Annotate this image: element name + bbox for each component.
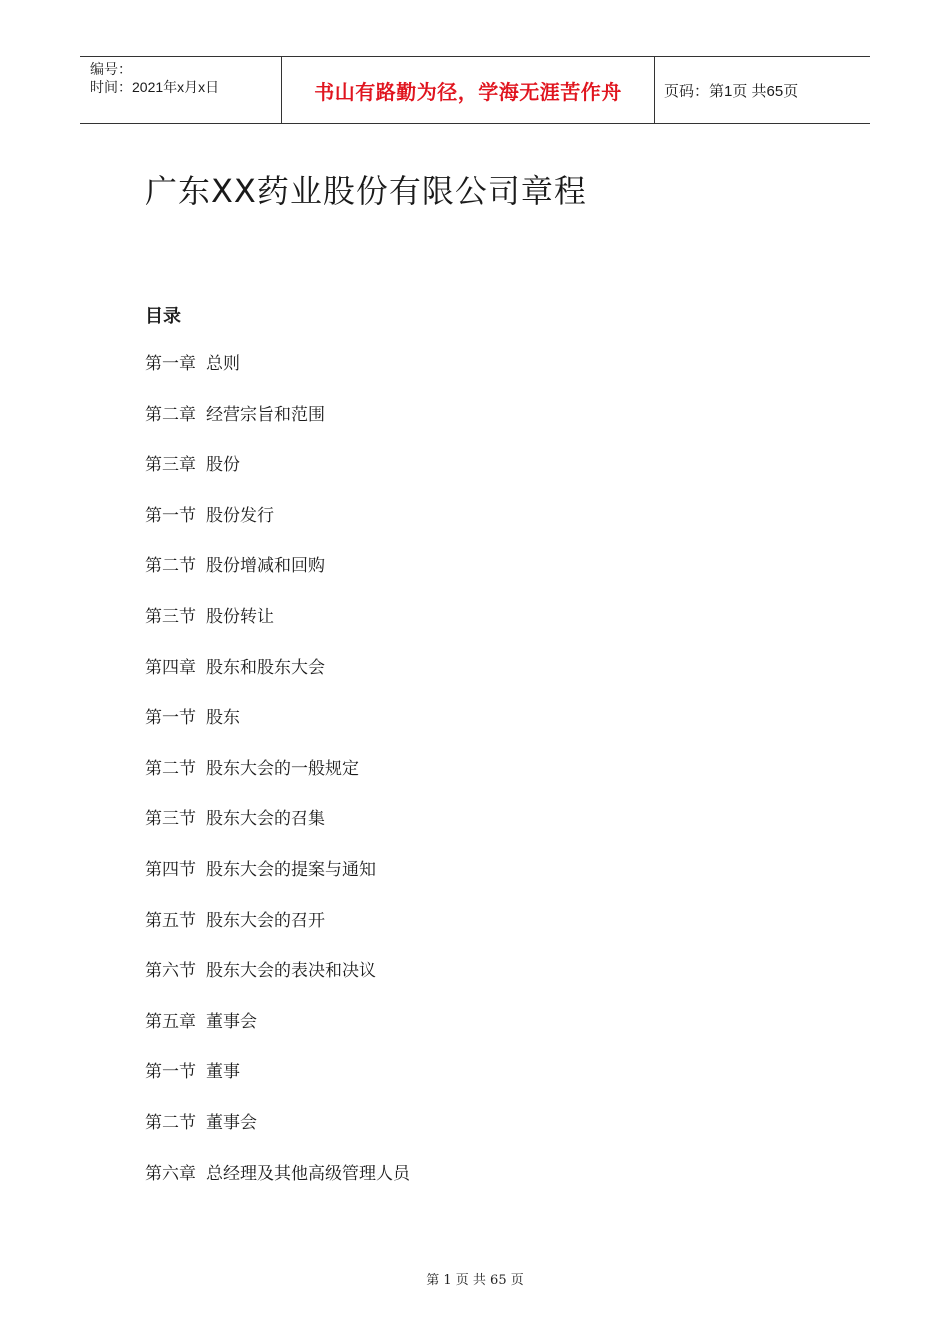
toc-item-number: 第四章 (145, 657, 196, 678)
toc-item[interactable] (145, 502, 410, 553)
document-date: 时间：2021年x月x日 (90, 79, 220, 95)
toc-item[interactable] (145, 350, 410, 401)
toc-item-number: 第二章 (145, 404, 196, 425)
document-code-label: 编号： (90, 61, 132, 77)
toc-item[interactable] (145, 856, 410, 907)
header-meta (80, 57, 281, 123)
toc-item[interactable] (145, 957, 410, 1008)
toc-item[interactable] (145, 603, 410, 654)
header-motto: 书山有路勤为径，学海无涯苦作舟 (281, 57, 655, 123)
toc-item-title: 股东大会的表决和决议 (206, 961, 376, 982)
toc-item-number: 第一章 (145, 354, 196, 374)
toc-item[interactable] (145, 401, 410, 452)
toc-item-title: 股份转让 (206, 606, 274, 627)
toc-item-number: 第四节 (145, 859, 196, 880)
toc-item-number: 第二节 (145, 556, 196, 577)
toc-item-number: 第六节 (145, 961, 196, 982)
toc-heading: 目录 (145, 306, 181, 327)
toc-item-title: 股东大会的提案与通知 (206, 859, 376, 880)
toc-item-title: 总则 (206, 354, 240, 374)
toc-item-title: 董事会 (206, 1112, 257, 1133)
toc-item[interactable] (145, 451, 410, 502)
toc-item-number: 第五章 (145, 1011, 196, 1032)
toc-item-title: 股份增减和回购 (206, 556, 325, 577)
page-footer: 第 1 页 共 65 页 (426, 1273, 524, 1288)
toc-item[interactable] (145, 1008, 410, 1059)
toc-item-number: 第一节 (145, 1062, 196, 1083)
toc-item-number: 第六章 (145, 1163, 196, 1184)
toc-item-number: 第三节 (145, 809, 196, 830)
toc-item-number: 第二节 (145, 758, 196, 779)
toc-item-title: 经营宗旨和范围 (206, 404, 325, 425)
toc-item-title: 股东和股东大会 (206, 657, 325, 678)
page-header (80, 56, 870, 124)
toc-item[interactable] (145, 755, 410, 806)
toc-item[interactable] (145, 1109, 410, 1160)
toc-item[interactable] (145, 1160, 410, 1211)
toc-item-number: 第二节 (145, 1112, 196, 1133)
toc-item[interactable] (145, 1058, 410, 1109)
toc-item-number: 第五节 (145, 910, 196, 931)
toc-item-title: 股份 (206, 455, 240, 476)
toc-item[interactable] (145, 805, 410, 856)
toc-item[interactable] (145, 704, 410, 755)
table-of-contents (145, 350, 410, 1210)
document-title: 广东XX药业股份有限公司章程 (145, 172, 587, 210)
toc-item-title: 股东大会的一般规定 (206, 758, 359, 779)
toc-item-title: 股份发行 (206, 505, 274, 526)
toc-item-title: 总经理及其他高级管理人员 (206, 1163, 410, 1184)
toc-item-number: 第三章 (145, 455, 196, 476)
toc-item-title: 董事会 (206, 1011, 257, 1032)
toc-item-number: 第一节 (145, 708, 196, 729)
toc-item[interactable] (145, 552, 410, 603)
toc-item-title: 股东大会的召集 (206, 809, 325, 830)
toc-item-title: 董事 (206, 1062, 240, 1083)
toc-item-title: 股东大会的召开 (206, 910, 325, 931)
header-page-info: 页码：第1页 共65页 (664, 82, 799, 100)
toc-item[interactable] (145, 907, 410, 958)
toc-item[interactable] (145, 654, 410, 705)
toc-item-number: 第一节 (145, 505, 196, 526)
toc-item-title: 股东 (206, 708, 240, 729)
toc-item-number: 第三节 (145, 606, 196, 627)
